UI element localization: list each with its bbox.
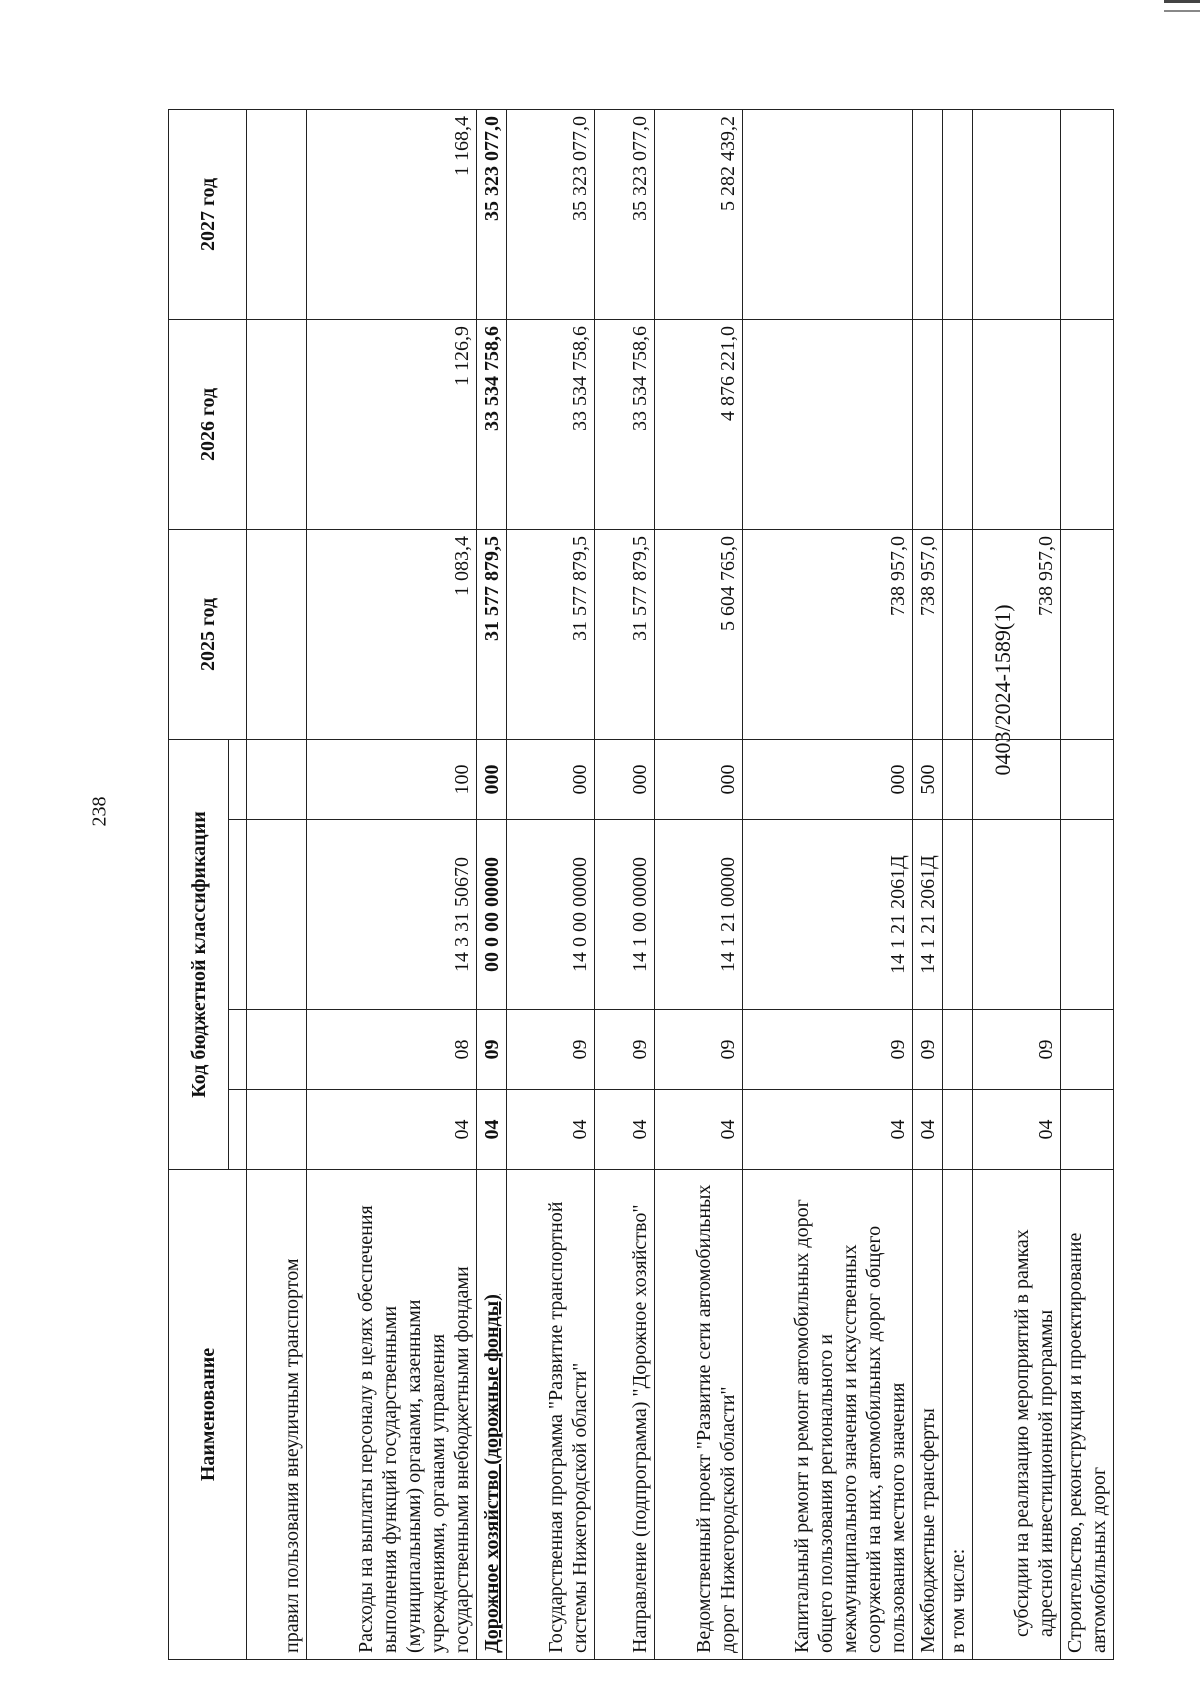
header-code-4 <box>229 739 247 819</box>
row-code-cell-c1: 04 <box>655 1090 743 1170</box>
row-name-cell: Капитальный ремонт и ремонт автомобильных дорог общего пользования регионального и межмуниципального значения и искусственных сооружений на них, автомобильных дорог общего пользования местного значения <box>743 1170 913 1660</box>
row-name-cell: Расходы на выплаты персоналу в целях обеспечения выполнения функций государственными (муниципальными) органами, казенными учреждениями, органами управления государственными внебюджетными фондами <box>307 1170 477 1660</box>
row-name-cell: Ведомственный проект "Развитие сети автомобильных дорог Нижегородской области" <box>655 1170 743 1660</box>
row-code-cell-c4 <box>247 739 307 819</box>
table-row <box>973 109 1061 1659</box>
row-name-cell: Межбюджетные трансферты <box>913 1170 943 1660</box>
row-value-cell-v2025: 738 957,0 <box>743 529 913 739</box>
row-name-cell: в том числе: <box>943 1170 973 1660</box>
table-row <box>1061 109 1114 1659</box>
row-value-cell-v2025: 5 604 765,0 <box>655 529 743 739</box>
row-name-cell: правил пользования внеуличным транспортом <box>247 1170 307 1660</box>
row-code-cell-c3: 14 1 00 00000 <box>595 820 655 1010</box>
row-code-cell-c1: 04 <box>973 1090 1061 1170</box>
header-2025: 2025 год <box>169 529 247 739</box>
table-row <box>943 109 973 1659</box>
row-name-cell: Дорожное хозяйство (дорожные фонды) <box>477 1170 507 1660</box>
row-code-cell-c2: 08 <box>307 1010 477 1090</box>
row-code-cell-c3: 14 3 31 50670 <box>307 820 477 1010</box>
row-value-cell-v2025 <box>1061 529 1114 739</box>
row-value-cell-v2026 <box>913 319 943 529</box>
header-code-3 <box>229 820 247 1010</box>
row-value-cell-v2025: 31 577 879,5 <box>595 529 655 739</box>
row-code-cell-c4: 000 <box>477 739 507 819</box>
row-code-cell-c1 <box>943 1090 973 1170</box>
row-value-cell-v2026 <box>247 319 307 529</box>
row-name-cell: субсидии на реализацию мероприятий в рамках адресной инвестиционной программы <box>973 1170 1061 1660</box>
row-name-cell: Государственная программа "Развитие транспортной системы Нижегородской области" <box>507 1170 595 1660</box>
row-code-cell-c2 <box>1061 1010 1114 1090</box>
header-code-2 <box>229 1010 247 1090</box>
corner-mark-secondary <box>1164 10 1200 12</box>
row-value-cell-v2027: 35 323 077,0 <box>477 109 507 319</box>
table-row <box>913 109 943 1659</box>
header-name: Наименование <box>169 1170 247 1660</box>
row-code-cell-c3: 14 1 21 2061Д <box>743 820 913 1010</box>
row-code-cell-c2: 09 <box>743 1010 913 1090</box>
row-value-cell-v2027 <box>247 109 307 319</box>
table-row <box>477 109 507 1659</box>
row-value-cell-v2025: 31 577 879,5 <box>507 529 595 739</box>
row-code-cell-c4: 100 <box>307 739 477 819</box>
row-code-cell-c1 <box>1061 1090 1114 1170</box>
row-value-cell-v2026: 4 876 221,0 <box>655 319 743 529</box>
row-value-cell-v2025: 1 083,4 <box>307 529 477 739</box>
row-value-cell-v2025 <box>943 529 973 739</box>
row-code-cell-c3 <box>943 820 973 1010</box>
row-code-cell-c1: 04 <box>595 1090 655 1170</box>
row-value-cell-v2025 <box>247 529 307 739</box>
table-row <box>595 109 655 1659</box>
row-value-cell-v2026 <box>743 319 913 529</box>
row-name-cell: Строительство, реконструкция и проектирование автомобильных дорог <box>1061 1170 1114 1660</box>
table-row <box>307 109 477 1659</box>
row-code-cell-c2: 09 <box>973 1010 1061 1090</box>
row-value-cell-v2025: 31 577 879,5 <box>477 529 507 739</box>
row-code-cell-c2: 09 <box>655 1010 743 1090</box>
row-value-cell-v2026 <box>973 319 1061 529</box>
row-code-cell-c1 <box>247 1090 307 1170</box>
row-value-cell-v2027 <box>743 109 913 319</box>
table-row <box>655 109 743 1659</box>
row-code-cell-c1: 04 <box>913 1090 943 1170</box>
budget-table-container <box>168 110 1110 1660</box>
row-code-cell-c3 <box>247 820 307 1010</box>
row-code-cell-c1: 04 <box>477 1090 507 1170</box>
row-code-cell-c4 <box>1061 739 1114 819</box>
row-value-cell-v2026: 33 534 758,6 <box>595 319 655 529</box>
header-code-1 <box>229 1090 247 1170</box>
row-code-cell-c4: 000 <box>743 739 913 819</box>
row-code-cell-c3: 14 1 21 2061Д <box>913 820 943 1010</box>
row-value-cell-v2025: 738 957,0 <box>973 529 1061 739</box>
row-code-cell-c4: 000 <box>595 739 655 819</box>
row-value-cell-v2027: 5 282 439,2 <box>655 109 743 319</box>
header-code-group: Код бюджетной классификации <box>169 739 229 1169</box>
row-value-cell-v2026: 33 534 758,6 <box>507 319 595 529</box>
row-code-cell-c4 <box>973 739 1061 819</box>
table-row <box>247 109 307 1659</box>
row-name-cell: Направление (подпрограмма) "Дорожное хозяйство" <box>595 1170 655 1660</box>
row-code-cell-c2: 09 <box>507 1010 595 1090</box>
header-2026: 2026 год <box>169 319 247 529</box>
header-row <box>169 109 229 1659</box>
row-code-cell-c2: 09 <box>595 1010 655 1090</box>
row-code-cell-c4: 500 <box>913 739 943 819</box>
row-code-cell-c2 <box>247 1010 307 1090</box>
row-value-cell-v2027 <box>913 109 943 319</box>
row-code-cell-c4: 000 <box>655 739 743 819</box>
row-code-cell-c2 <box>943 1010 973 1090</box>
row-code-cell-c1: 04 <box>507 1090 595 1170</box>
row-code-cell-c1: 04 <box>307 1090 477 1170</box>
row-code-cell-c1: 04 <box>743 1090 913 1170</box>
row-code-cell-c3: 14 1 21 00000 <box>655 820 743 1010</box>
row-value-cell-v2026: 1 126,9 <box>307 319 477 529</box>
row-value-cell-v2027: 35 323 077,0 <box>595 109 655 319</box>
row-value-cell-v2026: 33 534 758,6 <box>477 319 507 529</box>
corner-mark <box>1164 0 1200 3</box>
row-value-cell-v2026 <box>943 319 973 529</box>
row-value-cell-v2026 <box>1061 319 1114 529</box>
table-row <box>743 109 913 1659</box>
row-value-cell-v2027 <box>943 109 973 319</box>
row-value-cell-v2025: 738 957,0 <box>913 529 943 739</box>
row-code-cell-c3: 00 0 00 00000 <box>477 820 507 1010</box>
header-2027: 2027 год <box>169 109 247 319</box>
row-code-cell-c3 <box>973 820 1061 1010</box>
budget-table <box>168 109 1114 1660</box>
row-code-cell-c4 <box>943 739 973 819</box>
row-code-cell-c2: 09 <box>913 1010 943 1090</box>
row-code-cell-c3: 14 0 00 00000 <box>507 820 595 1010</box>
table-row <box>507 109 595 1659</box>
row-code-cell-c3 <box>1061 820 1114 1010</box>
page-number: 238 <box>88 796 111 827</box>
row-value-cell-v2027: 35 323 077,0 <box>507 109 595 319</box>
row-value-cell-v2027 <box>1061 109 1114 319</box>
document-code: 0403/2024-1589(1) <box>990 604 1015 776</box>
row-code-cell-c4: 000 <box>507 739 595 819</box>
row-value-cell-v2027: 1 168,4 <box>307 109 477 319</box>
row-code-cell-c2: 09 <box>477 1010 507 1090</box>
row-value-cell-v2027 <box>973 109 1061 319</box>
